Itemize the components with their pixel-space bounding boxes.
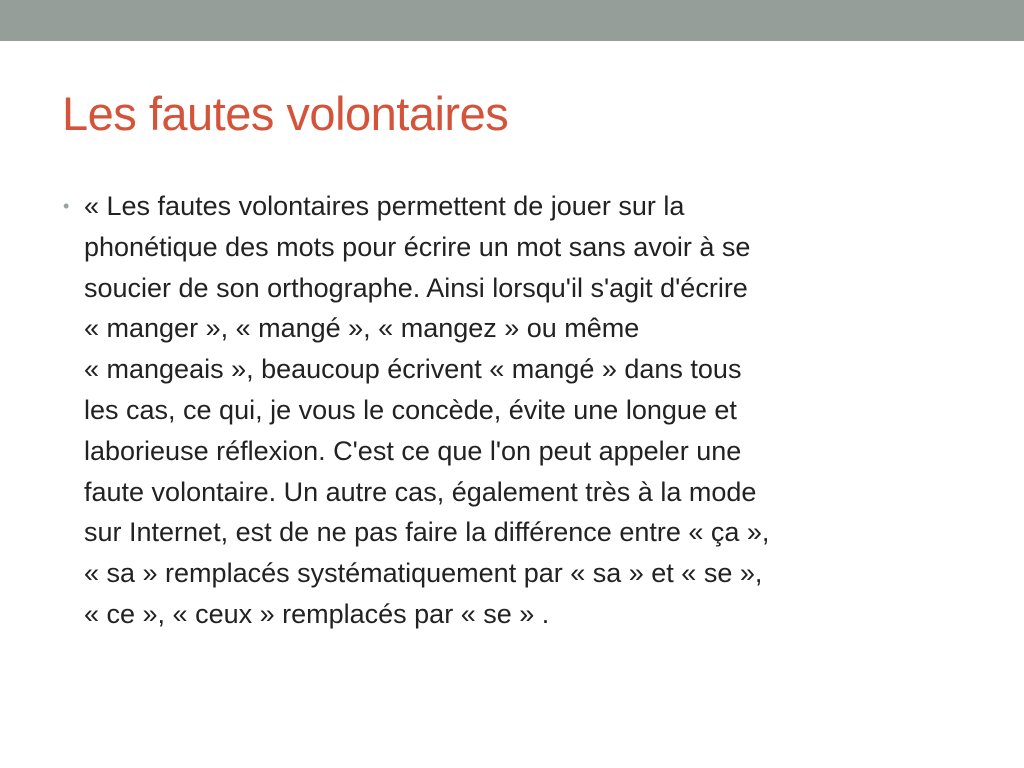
bullet-text-line: phonétique des mots pour écrire un mot sans avoir à se [84, 231, 751, 262]
bullet-text-line: les cas, ce qui, je vous le concède, évite une longue et [84, 394, 737, 425]
bullet-text-line: « manger », « mangé », « mangez » ou même [84, 313, 640, 344]
bullet-text-line: « Les fautes volontaires permettent de jouer sur la [84, 191, 685, 221]
bullet-text-line: « sa » remplacés systématiquement par « sa » et « se », [84, 558, 763, 589]
slide-body [62, 186, 962, 635]
bullet-text-line: sur Internet, est de ne pas faire la différence entre « ça », [84, 517, 770, 548]
slide-title: Les fautes volontaires [62, 87, 509, 140]
bullet-dot-icon: • [63, 196, 70, 216]
bullet-text-line: soucier de son orthographe. Ainsi lorsqu'il s'agit d'écrire [84, 272, 748, 303]
bullet-list [62, 186, 962, 635]
bullet-text-line: faute volontaire. Un autre cas, également très à la mode [84, 476, 757, 507]
bullet-text-line: « mangeais », beaucoup écrivent « mangé » dans tous [84, 354, 742, 385]
top-accent-bar [0, 0, 1024, 41]
bullet-text-line: laborieuse réflexion. C'est ce que l'on peut appeler une [84, 435, 742, 466]
bullet-text-line: « ce », « ceux » remplacés par « se » . [84, 598, 550, 629]
bullet-item [62, 186, 962, 635]
